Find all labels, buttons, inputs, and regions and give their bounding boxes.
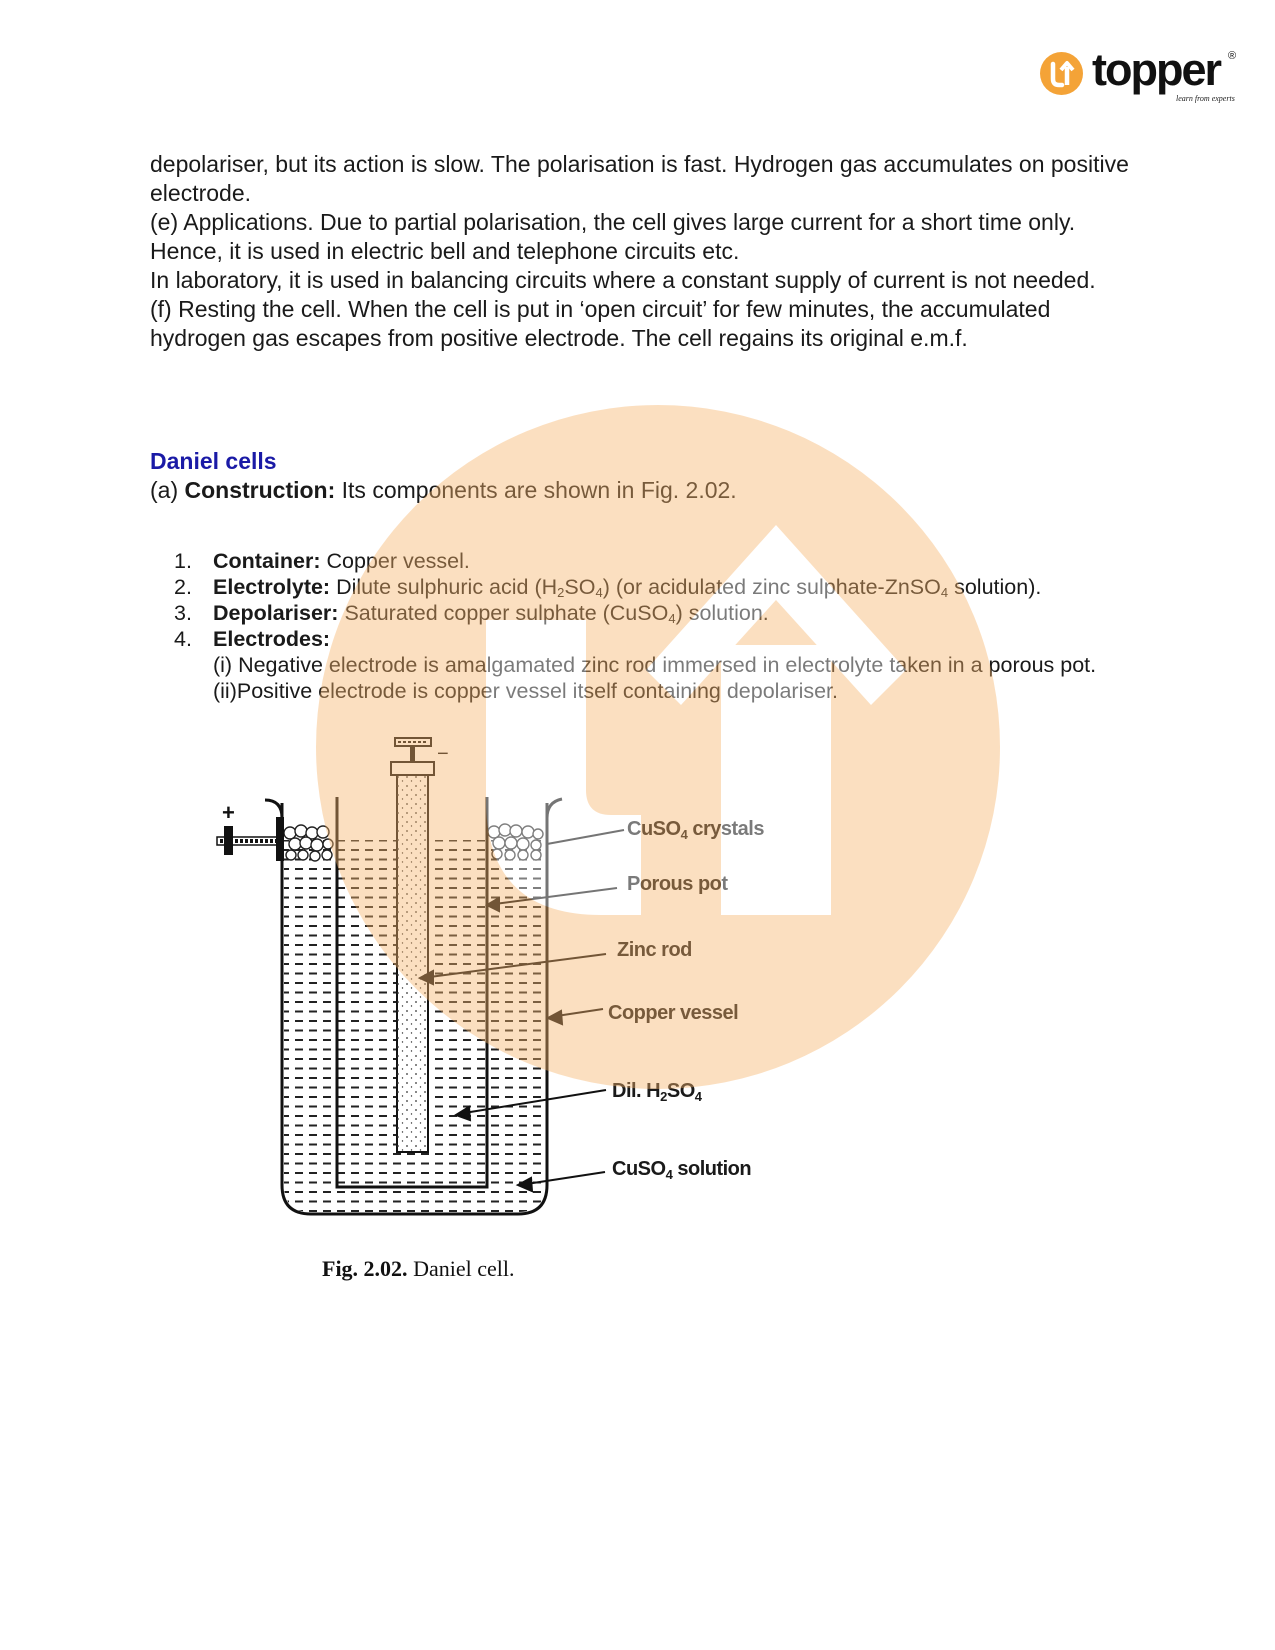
item-text: solution). — [948, 575, 1042, 599]
item-text: Copper vessel. — [320, 549, 470, 573]
subscript: 4 — [665, 1167, 673, 1182]
list-item — [172, 626, 1112, 652]
subscript: 2 — [660, 1089, 667, 1104]
label-cuso4-crystals — [627, 818, 764, 841]
list-number: 2. — [174, 575, 192, 599]
caption-number: Fig. 2.02. — [322, 1256, 408, 1281]
logo-tagline: learn from experts — [1176, 94, 1235, 103]
label-text: solution — [672, 1158, 752, 1180]
subscript: 4 — [694, 1089, 702, 1104]
caption-text: Daniel cell. — [407, 1256, 515, 1281]
sub-item-negative: (i) Negative electrode is amalgamated zinc rod immersed in electrolyte taken in a porous pot. — [213, 653, 1097, 677]
paragraph-applications: (e) Applications. Due to partial polarisation, the cell gives large current for a short time only. Hence, it is used in electric bell and telephone circuits etc. — [150, 209, 1076, 264]
list-item — [172, 600, 1112, 626]
list-item — [172, 548, 1112, 574]
subscript: 4 — [668, 611, 676, 626]
item-text: SO — [564, 575, 596, 599]
construction-line — [150, 477, 737, 504]
paragraph-depolariser: depolariser, but its action is slow. The polarisation is fast. Hydrogen gas accumulates on positive electrode. — [150, 151, 1129, 206]
subscript: 4 — [595, 585, 603, 600]
subscript: 4 — [940, 585, 949, 600]
sub-item-positive: (ii)Positive electrode is copper vessel itself containing depolariser. — [213, 679, 839, 703]
label-dil-h2so4 — [612, 1080, 702, 1103]
label-text: CuSO — [612, 1158, 666, 1180]
item-text: Dilute sulphuric acid (H — [330, 575, 558, 599]
item-text: ) solution. — [675, 601, 769, 625]
minus-sign: − — [437, 743, 449, 765]
label-porous-pot: Porous pot — [627, 873, 728, 895]
item-label: Container: — [213, 549, 321, 573]
topper-logo — [1038, 44, 1238, 110]
label-text: crystals — [687, 818, 764, 840]
logo-wordmark: topper — [1092, 44, 1220, 95]
construction-label: Construction: — [184, 477, 336, 503]
construction-text: Its components are shown in Fig. 2.02. — [335, 477, 737, 503]
item-text: Saturated copper sulphate (CuSO — [338, 601, 669, 625]
item-label: Depolariser: — [213, 601, 339, 625]
label-zinc-rod: Zinc rod — [617, 939, 692, 961]
intro-text — [150, 150, 1130, 353]
paragraph-resting: (f) Resting the cell. When the cell is put in ‘open circuit’ for few minutes, the accumulated hydrogen gas escapes from positive electrode. The cell regains its original e.m.f. — [150, 296, 1051, 351]
item-text: ) (or acidulated zinc sulphate-ZnSO — [602, 575, 941, 599]
topper-watermark-icon — [316, 405, 1000, 1089]
paragraph-laboratory: In laboratory, it is used in balancing circuits where a constant supply of current is not needed. — [150, 267, 1096, 293]
label-copper-vessel: Copper vessel — [608, 1002, 739, 1024]
registered-mark: ® — [1228, 50, 1237, 62]
subscript: 2 — [557, 585, 565, 600]
list-number: 3. — [174, 601, 192, 625]
section-title: Daniel cells — [150, 448, 277, 474]
topper-logo-icon — [1040, 52, 1083, 95]
subscript: 4 — [680, 827, 688, 842]
list-item — [172, 574, 1112, 600]
plus-sign: + — [222, 800, 235, 825]
construction-prefix: (a) — [150, 477, 185, 503]
figure-caption — [322, 1256, 514, 1282]
label-cuso4-solution — [612, 1158, 751, 1181]
label-text: CuSO — [627, 818, 681, 840]
label-text: SO — [666, 1080, 695, 1102]
item-label: Electrolyte: — [213, 575, 331, 599]
list-number: 1. — [174, 549, 192, 573]
label-text: Dil. H — [612, 1080, 661, 1102]
list-number: 4. — [174, 627, 192, 651]
components-list — [172, 548, 1112, 704]
item-label: Electrodes: — [213, 627, 331, 651]
